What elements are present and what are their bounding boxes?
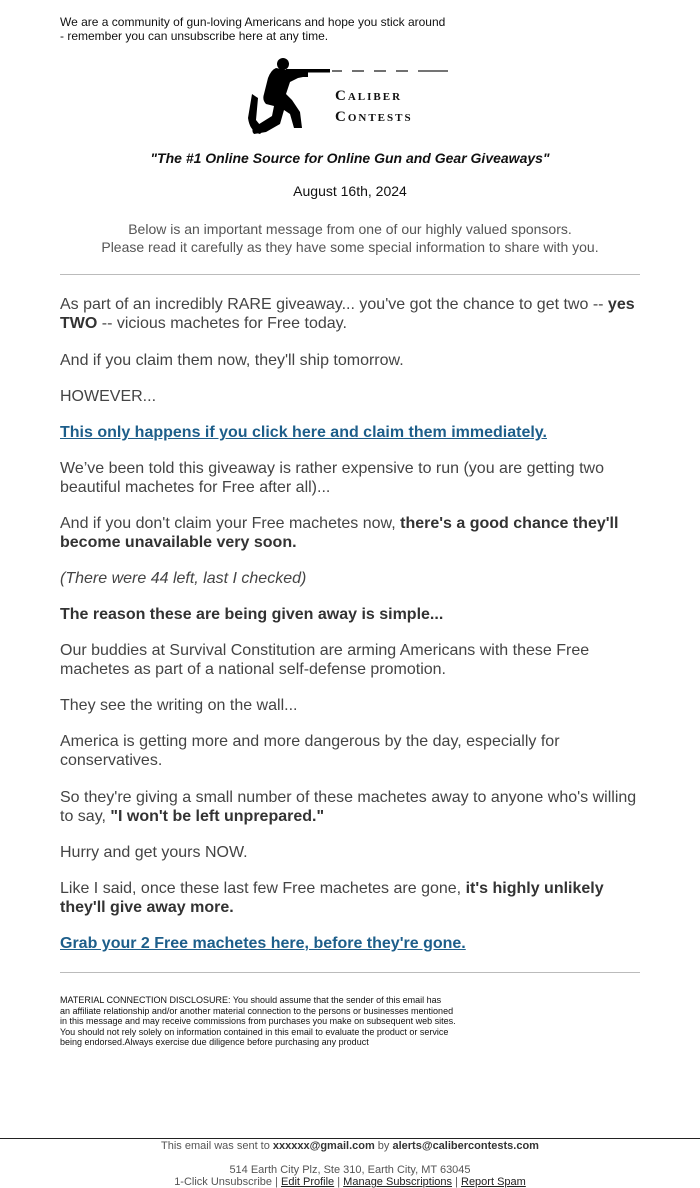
paragraph-10: America is getting more and more dangerous by the day, especially for conservatives. [60,733,560,769]
sponsor-notice [0,220,700,256]
footer-by: by [374,1140,393,1152]
footer-recipient: xxxxxx@gmail.com [272,1140,375,1152]
unsubscribe-link[interactable]: 1-Click Unsubscribe [174,1176,272,1188]
paragraph-6: (There were 44 left, last I checked) [60,570,307,587]
paragraph-1-text: As part of an incredibly RARE giveaway... you've got the chance to get two -- [60,296,608,313]
disclosure-line-4: You should not rely solely on information contained in this email to evaluate the product or service [60,1026,449,1037]
paragraph-5-text: And if you don't claim your Free machetes now, [60,515,401,532]
divider-bottom [60,972,640,973]
material-disclosure [60,995,500,1048]
paragraph-11-text: So they're giving a small number of these machetes away to anyone who's willing to say, [60,789,637,825]
tagline: "The #1 Online Source for Online Gun and Gear Giveaways" [150,150,550,166]
paragraph-7: The reason these are being given away is simple... [60,606,444,623]
sponsor-line-1: Below is an important message from one of our highly valued sponsors. [128,221,572,237]
logo-wordmark [335,86,413,128]
paragraph-13-text: Like I said, once these last few Free machetes are gone, [60,880,466,897]
footer-address: 514 Earth City Plz, Ste 310, Earth City, MT 63045 [229,1164,471,1176]
paragraph-13-bold: it's highly unlikely they'll give away more. [60,880,604,916]
grab-machetes-link[interactable]: Grab your 2 Free machetes here, before they're gone. [60,935,466,952]
paragraph-9: They see the writing on the wall... [60,697,298,714]
footer-sent-prefix: This email was sent to [161,1140,273,1152]
paragraph-13 [60,879,640,917]
edit-profile-link[interactable]: Edit Profile [280,1176,335,1188]
paragraph-1 [60,295,640,333]
report-spam-link[interactable]: Report Spam [461,1176,526,1188]
disclosure-line-3: in this message and may receive commissions from purchases you make on subsequent web sites. [60,1016,456,1026]
claim-link[interactable]: This only happens if you click here and claim them immediately. [60,424,547,441]
manage-subscriptions-link[interactable]: Manage Subscriptions [343,1176,453,1188]
footer-sent-to [0,1140,700,1152]
divider-top [60,274,640,275]
email-date: August 16th, 2024 [293,183,407,199]
footer-separator: | [452,1176,461,1188]
paragraph-4: We’ve been told this giveaway is rather expensive to run (you are getting two beautiful machetes for Free after all)... [60,460,604,496]
paragraph-8: Our buddies at Survival Constitution are arming Americans with these Free machetes as part of a national self-defense promotion. [60,642,590,678]
logo-word-contests: Contests [335,109,413,125]
paragraph-1-text-end: -- vicious machetes for Free today. [97,315,347,332]
intro-text [60,15,480,43]
intro-line-2: - remember you can unsubscribe here at any time. [60,29,329,43]
footer-sender: alerts@calibercontests.com [392,1140,539,1152]
footer-divider [0,1138,700,1139]
sponsor-line-2: Please read it carefully as they have some special information to share with you. [101,239,599,255]
paragraph-5-bold: there's a good chance they'll become unavailable very soon. [60,515,619,551]
paragraph-2: And if you claim them now, they'll ship tomorrow. [60,352,404,369]
footer-separator: | [334,1176,344,1188]
paragraph-11 [60,788,640,826]
paragraph-11-bold: "I won't be left unprepared." [110,808,325,825]
paragraph-3: HOWEVER... [60,388,157,405]
paragraph-1-bold: yes TWO [60,296,635,332]
logo-word-caliber: Caliber [335,88,403,104]
disclosure-line-2: an affiliate relationship and/or another material connection to the persons or businesses mentioned [60,1005,454,1016]
paragraph-5 [60,514,640,552]
footer-links [0,1176,700,1188]
paragraph-12: Hurry and get yours NOW. [60,844,248,861]
disclosure-line-5: being endorsed.Always exercise due diligence before purchasing any product [60,1037,369,1047]
intro-line-1: We are a community of gun-loving Americans and hope you stick around [60,15,446,29]
disclosure-line-1: MATERIAL CONNECTION DISCLOSURE: You should assume that the sender of this email has [60,995,442,1005]
footer-separator: | [272,1176,281,1188]
